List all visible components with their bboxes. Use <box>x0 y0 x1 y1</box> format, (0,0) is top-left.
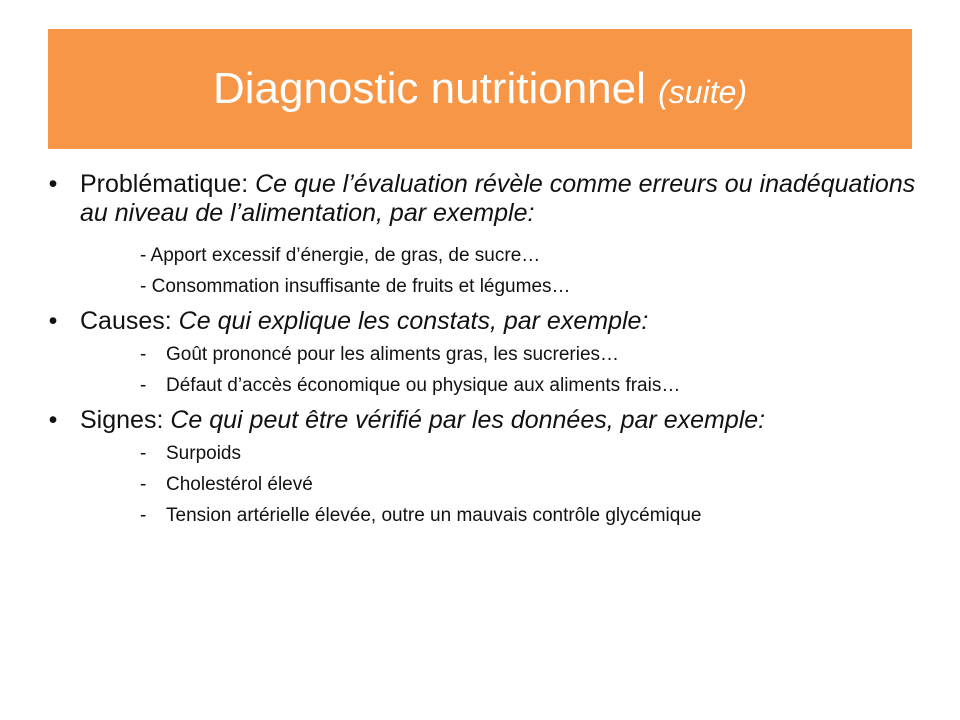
slide-title-text: Diagnostic nutritionnel <box>212 64 646 113</box>
dash-marker: - <box>140 344 147 365</box>
list-item <box>48 443 918 465</box>
list-item-text: Surpoids <box>166 443 241 464</box>
problematique-examples <box>48 245 918 298</box>
bullet-label: Problématique: <box>80 170 249 198</box>
list-item <box>48 344 918 366</box>
list-item: - Apport excessif d’énergie, de gras, de sucre… <box>140 245 541 266</box>
bullet-text: Ce qui explique les constats, par exemple: <box>178 307 649 335</box>
bullet-text: Ce que l’évaluation révèle comme erreurs ou inadéquations au niveau de l’alimentation, par exemple: <box>80 170 916 227</box>
slide-title-suffix: (suite) <box>658 74 748 110</box>
list-item <box>48 505 918 527</box>
slide-title <box>212 64 748 113</box>
bullet-label: Causes: <box>80 307 172 335</box>
list-item-text: Tension artérielle élevée, outre un mauvais contrôle glycémique <box>166 505 702 526</box>
bullet-text: Ce qui peut être vérifié par les données, par exemple: <box>170 406 766 434</box>
bullet-dot: • <box>48 307 58 335</box>
bullet-label: Signes: <box>80 406 164 434</box>
list-item-text: Cholestérol élevé <box>166 474 313 495</box>
bullet-dot: • <box>48 170 58 198</box>
signes-examples <box>48 443 918 527</box>
dash-marker: - <box>140 474 147 495</box>
list-item <box>48 375 918 397</box>
list-item <box>48 474 918 496</box>
dash-marker: - <box>140 375 147 396</box>
dash-marker: - <box>140 443 147 464</box>
bullet-dot: • <box>48 406 58 434</box>
list-item-text: Goût prononcé pour les aliments gras, les sucreries… <box>166 344 620 365</box>
list-item-text: Défaut d’accès économique ou physique aux aliments frais… <box>166 375 681 396</box>
bullet-causes <box>48 307 918 336</box>
causes-examples <box>48 344 918 397</box>
dash-marker: - <box>140 505 147 526</box>
title-bar <box>48 29 912 149</box>
list-item: - Consommation insuffisante de fruits et légumes… <box>140 276 571 297</box>
bullet-problematique <box>48 170 918 228</box>
slide-content <box>48 170 918 536</box>
bullet-signes <box>48 406 918 435</box>
